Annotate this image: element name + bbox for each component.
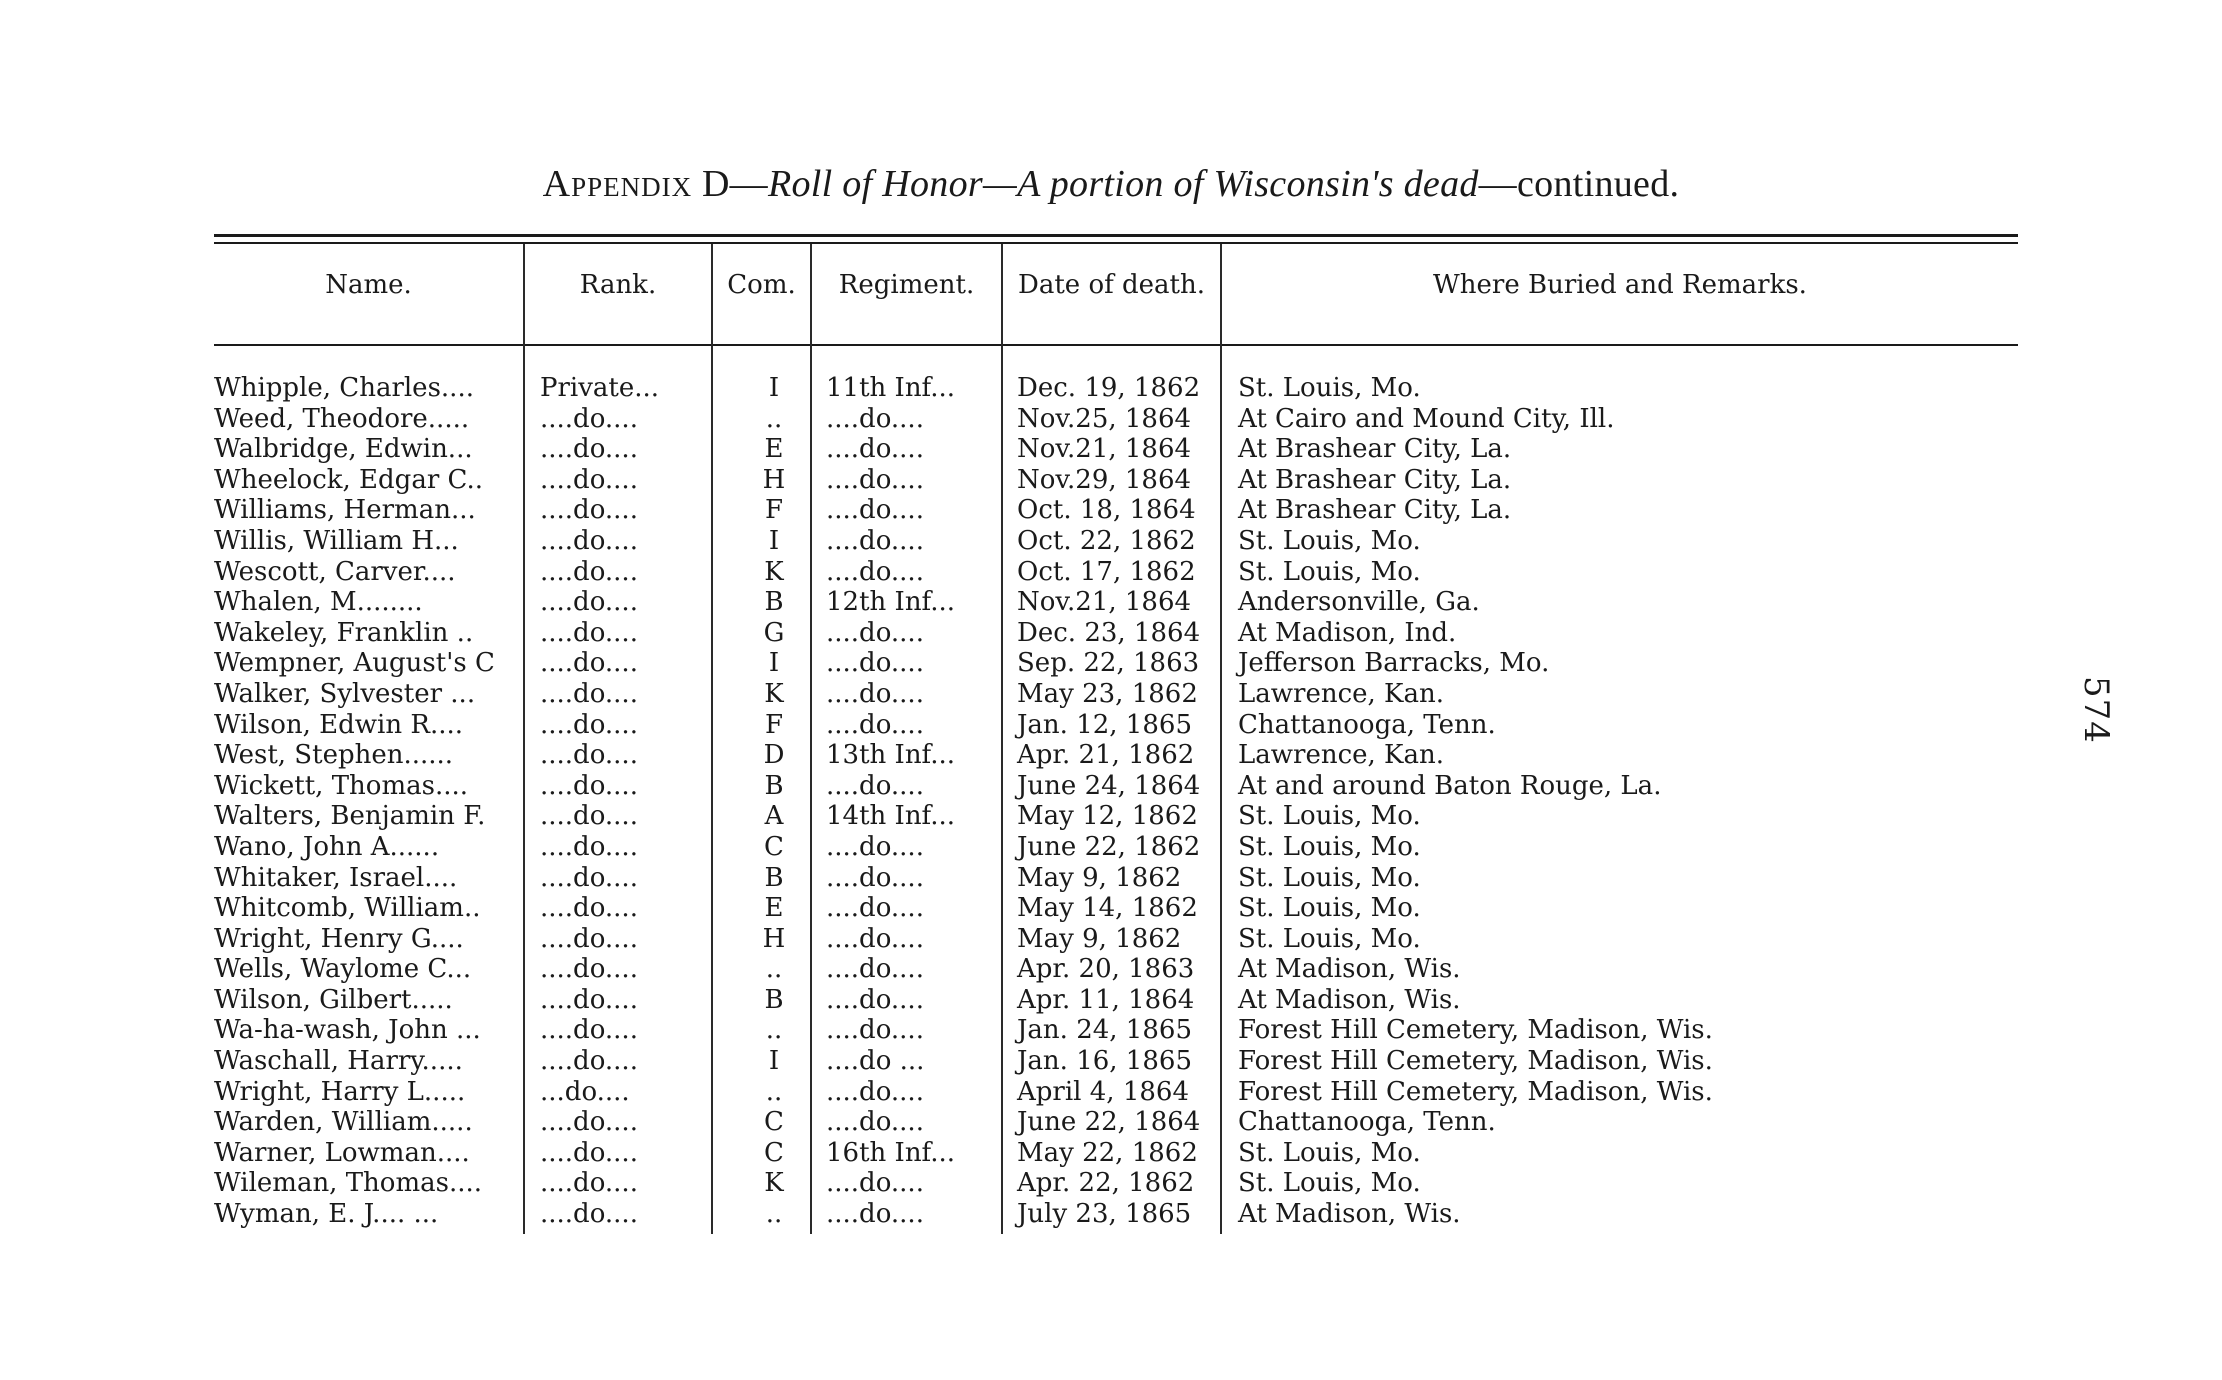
name-cell: Whitcomb, William.. xyxy=(214,893,481,924)
burial-remarks-cell: Forest Hill Cemetery, Madison, Wis. xyxy=(1238,1076,1713,1107)
name-cell: Wright, Henry G.... xyxy=(214,923,464,954)
table-row xyxy=(214,1015,2018,1046)
company-cell: E xyxy=(764,434,784,465)
company-cell: F xyxy=(764,709,784,740)
header-name: Name. xyxy=(325,270,412,300)
table-row xyxy=(214,526,2018,557)
regiment-cell: ....do.... xyxy=(826,495,924,526)
date-of-death-cell: Jan. 12, 1865 xyxy=(1017,709,1192,740)
rank-cell: ....do.... xyxy=(540,556,638,587)
burial-remarks-cell: St. Louis, Mo. xyxy=(1238,1168,1421,1199)
regiment-cell: ....do.... xyxy=(826,464,924,495)
rank-cell: ....do.... xyxy=(540,434,638,465)
regiment-cell: ....do.... xyxy=(826,1015,924,1046)
company-cell: I xyxy=(768,525,780,556)
rank-cell: ....do.... xyxy=(540,587,638,618)
company-cell: B xyxy=(764,862,784,893)
name-cell: Whalen, M........ xyxy=(214,587,423,618)
rank-cell: ....do.... xyxy=(540,740,638,771)
date-of-death-cell: July 23, 1865 xyxy=(1017,1199,1192,1230)
company-cell: C xyxy=(764,831,784,862)
regiment-cell: ....do.... xyxy=(826,678,924,709)
date-of-death-cell: Apr. 21, 1862 xyxy=(1017,740,1195,771)
regiment-cell: ....do.... xyxy=(826,1168,924,1199)
regiment-cell: 13th Inf... xyxy=(826,740,956,771)
company-cell: K xyxy=(764,556,784,587)
rank-cell: ....do.... xyxy=(540,648,638,679)
table-row xyxy=(214,710,2018,741)
name-cell: Wells, Waylome C... xyxy=(214,954,472,985)
rank-cell: ....do.... xyxy=(540,831,638,862)
name-cell: Warner, Lowman.... xyxy=(214,1137,470,1168)
page-title xyxy=(0,162,2222,206)
name-cell: Willis, William H... xyxy=(214,525,459,556)
date-of-death-cell: Nov.21, 1864 xyxy=(1017,587,1192,618)
top-rule-thin xyxy=(214,242,2018,244)
title-letter: D— xyxy=(701,163,768,205)
table-row xyxy=(214,434,2018,465)
name-cell: Weed, Theodore..... xyxy=(214,403,470,434)
name-cell: Wakeley, Franklin .. xyxy=(214,617,474,648)
regiment-cell: ....do.... xyxy=(826,709,924,740)
name-cell: Wa-ha-wash, John ... xyxy=(214,1015,481,1046)
date-of-death-cell: Oct. 22, 1862 xyxy=(1017,525,1196,556)
table-row xyxy=(214,587,2018,618)
rank-cell: ....do.... xyxy=(540,1107,638,1138)
company-cell: .. xyxy=(765,1076,783,1107)
date-of-death-cell: May 14, 1862 xyxy=(1017,893,1198,924)
company-cell: G xyxy=(763,617,785,648)
table-row xyxy=(214,863,2018,894)
rank-cell: ....do.... xyxy=(540,1168,638,1199)
regiment-cell: ....do.... xyxy=(826,893,924,924)
date-of-death-cell: April 4, 1864 xyxy=(1017,1076,1189,1107)
burial-remarks-cell: St. Louis, Mo. xyxy=(1238,1137,1421,1168)
table-row xyxy=(214,954,2018,985)
date-of-death-cell: June 24, 1864 xyxy=(1017,770,1201,801)
company-cell: B xyxy=(764,984,784,1015)
date-of-death-cell: Nov.29, 1864 xyxy=(1017,464,1192,495)
date-of-death-cell: Jan. 16, 1865 xyxy=(1017,1046,1192,1077)
header-regiment: Regiment. xyxy=(838,270,975,300)
rank-cell: ....do.... xyxy=(540,923,638,954)
regiment-cell: ....do.... xyxy=(826,954,924,985)
burial-remarks-cell: At Brashear City, La. xyxy=(1238,434,1512,465)
name-cell: Walbridge, Edwin... xyxy=(214,434,473,465)
table-row xyxy=(214,465,2018,496)
rank-cell: ....do.... xyxy=(540,954,638,985)
date-of-death-cell: Jan. 24, 1865 xyxy=(1017,1015,1192,1046)
table-row xyxy=(214,893,2018,924)
rank-cell: ....do.... xyxy=(540,984,638,1015)
table-row xyxy=(214,1168,2018,1199)
burial-remarks-cell: St. Louis, Mo. xyxy=(1238,373,1421,403)
rank-cell: ....do.... xyxy=(540,403,638,434)
date-of-death-cell: May 9, 1862 xyxy=(1017,862,1182,893)
table-row xyxy=(214,740,2018,771)
table-row xyxy=(214,557,2018,588)
date-of-death-cell: Oct. 17, 1862 xyxy=(1017,556,1196,587)
regiment-cell: ....do.... xyxy=(826,770,924,801)
table-row xyxy=(214,771,2018,802)
regiment-cell: ....do.... xyxy=(826,434,924,465)
name-cell: Warden, William..... xyxy=(214,1107,473,1138)
burial-remarks-cell: At and around Baton Rouge, La. xyxy=(1238,770,1662,801)
rank-cell: ...do.... xyxy=(540,1076,630,1107)
company-cell: K xyxy=(764,678,784,709)
burial-remarks-cell: Jefferson Barracks, Mo. xyxy=(1238,648,1550,679)
name-cell: Walker, Sylvester ... xyxy=(214,678,476,709)
date-of-death-cell: Nov.21, 1864 xyxy=(1017,434,1192,465)
date-of-death-cell: May 22, 1862 xyxy=(1017,1137,1198,1168)
date-of-death-cell: Apr. 22, 1862 xyxy=(1017,1168,1195,1199)
rank-cell: ....do.... xyxy=(540,801,638,832)
company-cell: B xyxy=(764,770,784,801)
regiment-cell: 11th Inf... xyxy=(826,373,956,403)
page-number: 574 xyxy=(2075,676,2116,744)
burial-remarks-cell: St. Louis, Mo. xyxy=(1238,862,1421,893)
regiment-cell: ....do.... xyxy=(826,831,924,862)
regiment-cell: ....do.... xyxy=(826,984,924,1015)
rank-cell: ....do.... xyxy=(540,617,638,648)
table-row xyxy=(214,495,2018,526)
company-cell: D xyxy=(763,740,785,771)
burial-remarks-cell: St. Louis, Mo. xyxy=(1238,801,1421,832)
rank-cell: ....do.... xyxy=(540,464,638,495)
company-cell: .. xyxy=(765,403,783,434)
rank-cell: ....do.... xyxy=(540,1015,638,1046)
table-row xyxy=(214,1107,2018,1138)
company-cell: H xyxy=(762,923,786,954)
title-prefix: Appendix xyxy=(542,163,693,205)
table-row xyxy=(214,373,2018,404)
header-rank: Rank. xyxy=(579,270,657,300)
company-cell: .. xyxy=(765,1015,783,1046)
date-of-death-cell: May 12, 1862 xyxy=(1017,801,1198,832)
table-row xyxy=(214,618,2018,649)
company-cell: C xyxy=(764,1137,784,1168)
company-cell: I xyxy=(768,648,780,679)
table-row xyxy=(214,985,2018,1016)
rank-cell: ....do.... xyxy=(540,893,638,924)
table-row xyxy=(214,1046,2018,1077)
burial-remarks-cell: Lawrence, Kan. xyxy=(1238,678,1444,709)
name-cell: Wileman, Thomas.... xyxy=(214,1168,483,1199)
table-row xyxy=(214,924,2018,955)
burial-remarks-cell: Forest Hill Cemetery, Madison, Wis. xyxy=(1238,1046,1713,1077)
name-cell: Waschall, Harry..... xyxy=(214,1046,463,1077)
burial-remarks-cell: St. Louis, Mo. xyxy=(1238,525,1421,556)
name-cell: Williams, Herman... xyxy=(214,495,476,526)
header-rule xyxy=(214,344,2018,346)
date-of-death-cell: June 22, 1862 xyxy=(1017,831,1201,862)
regiment-cell: ....do.... xyxy=(826,1199,924,1230)
burial-remarks-cell: At Madison, Wis. xyxy=(1238,1199,1461,1230)
burial-remarks-cell: At Madison, Ind. xyxy=(1238,617,1457,648)
company-cell: K xyxy=(764,1168,784,1199)
date-of-death-cell: Nov.25, 1864 xyxy=(1017,403,1192,434)
company-cell: .. xyxy=(765,954,783,985)
name-cell: Wilson, Edwin R.... xyxy=(214,709,464,740)
burial-remarks-cell: Andersonville, Ga. xyxy=(1238,587,1480,618)
name-cell: Wilson, Gilbert..... xyxy=(214,984,453,1015)
top-rule xyxy=(214,234,2018,237)
name-cell: Whipple, Charles.... xyxy=(214,373,474,403)
burial-remarks-cell: Lawrence, Kan. xyxy=(1238,740,1444,771)
company-cell: C xyxy=(764,1107,784,1138)
regiment-cell: ....do.... xyxy=(826,617,924,648)
regiment-cell: 14th Inf... xyxy=(826,801,956,832)
table-row xyxy=(214,1199,2018,1230)
table-row xyxy=(214,648,2018,679)
regiment-cell: 16th Inf... xyxy=(826,1137,956,1168)
rank-cell: ....do.... xyxy=(540,495,638,526)
name-cell: Wheelock, Edgar C.. xyxy=(214,464,484,495)
rank-cell: ....do.... xyxy=(540,1046,638,1077)
rank-cell: ....do.... xyxy=(540,525,638,556)
burial-remarks-cell: St. Louis, Mo. xyxy=(1238,923,1421,954)
burial-remarks-cell: At Madison, Wis. xyxy=(1238,984,1461,1015)
date-of-death-cell: Apr. 20, 1863 xyxy=(1017,954,1195,985)
header-com: Com. xyxy=(727,270,796,300)
regiment-cell: ....do.... xyxy=(826,403,924,434)
burial-remarks-cell: St. Louis, Mo. xyxy=(1238,893,1421,924)
burial-remarks-cell: At Cairo and Mound City, Ill. xyxy=(1238,403,1615,434)
name-cell: Wright, Harry L..... xyxy=(214,1076,466,1107)
regiment-cell: ....do.... xyxy=(826,923,924,954)
regiment-cell: ....do.... xyxy=(826,556,924,587)
roll-table-body xyxy=(214,373,2018,1230)
date-of-death-cell: May 9, 1862 xyxy=(1017,923,1182,954)
title-italic: Roll of Honor—A portion of Wisconsin's dead xyxy=(767,163,1479,205)
date-of-death-cell: Oct. 18, 1864 xyxy=(1017,495,1196,526)
regiment-cell: ....do.... xyxy=(826,862,924,893)
regiment-cell: ....do.... xyxy=(826,1107,924,1138)
burial-remarks-cell: Chattanooga, Tenn. xyxy=(1238,1107,1496,1138)
table-row xyxy=(214,1138,2018,1169)
burial-remarks-cell: At Brashear City, La. xyxy=(1238,495,1512,526)
header-remarks: Where Buried and Remarks. xyxy=(1433,270,1807,300)
rank-cell: ....do.... xyxy=(540,770,638,801)
burial-remarks-cell: St. Louis, Mo. xyxy=(1238,831,1421,862)
rank-cell: ....do.... xyxy=(540,678,638,709)
name-cell: Wickett, Thomas.... xyxy=(214,770,469,801)
date-of-death-cell: June 22, 1864 xyxy=(1017,1107,1201,1138)
company-cell: I xyxy=(768,1046,780,1077)
company-cell: E xyxy=(764,893,784,924)
burial-remarks-cell: Forest Hill Cemetery, Madison, Wis. xyxy=(1238,1015,1713,1046)
date-of-death-cell: May 23, 1862 xyxy=(1017,678,1198,709)
date-of-death-cell: Dec. 23, 1864 xyxy=(1017,617,1201,648)
table-row xyxy=(214,404,2018,435)
table-row xyxy=(214,679,2018,710)
regiment-cell: ....do.... xyxy=(826,648,924,679)
name-cell: Whitaker, Israel.... xyxy=(214,862,458,893)
regiment-cell: ....do ... xyxy=(826,1046,925,1077)
company-cell: H xyxy=(762,464,786,495)
regiment-cell: ....do.... xyxy=(826,525,924,556)
table-row xyxy=(214,832,2018,863)
name-cell: Wyman, E. J.... ... xyxy=(214,1199,439,1230)
company-cell: A xyxy=(764,801,784,832)
name-cell: Wempner, August's C xyxy=(214,648,495,679)
regiment-cell: 12th Inf... xyxy=(826,587,956,618)
company-cell: B xyxy=(764,587,784,618)
company-cell: F xyxy=(764,495,784,526)
date-of-death-cell: Sep. 22, 1863 xyxy=(1017,648,1200,679)
burial-remarks-cell: At Madison, Wis. xyxy=(1238,954,1461,985)
date-of-death-cell: Apr. 11, 1864 xyxy=(1017,984,1195,1015)
table-row xyxy=(214,1077,2018,1108)
burial-remarks-cell: St. Louis, Mo. xyxy=(1238,556,1421,587)
burial-remarks-cell: At Brashear City, La. xyxy=(1238,464,1512,495)
company-cell: I xyxy=(768,373,780,403)
title-suffix: —continued. xyxy=(1478,163,1680,205)
regiment-cell: ....do.... xyxy=(826,1076,924,1107)
header-date: Date of death. xyxy=(1018,270,1205,300)
date-of-death-cell: Dec. 19, 1862 xyxy=(1017,373,1201,403)
rank-cell: ....do.... xyxy=(540,709,638,740)
table-row xyxy=(214,801,2018,832)
rank-cell: Private... xyxy=(540,373,660,403)
burial-remarks-cell: Chattanooga, Tenn. xyxy=(1238,709,1496,740)
name-cell: Walters, Benjamin F. xyxy=(214,801,486,832)
name-cell: Wescott, Carver.... xyxy=(214,556,456,587)
company-cell: .. xyxy=(765,1199,783,1230)
rank-cell: ....do.... xyxy=(540,1137,638,1168)
rank-cell: ....do.... xyxy=(540,1199,638,1230)
name-cell: Wano, John A...... xyxy=(214,831,440,862)
rank-cell: ....do.... xyxy=(540,862,638,893)
name-cell: West, Stephen...... xyxy=(214,740,454,771)
